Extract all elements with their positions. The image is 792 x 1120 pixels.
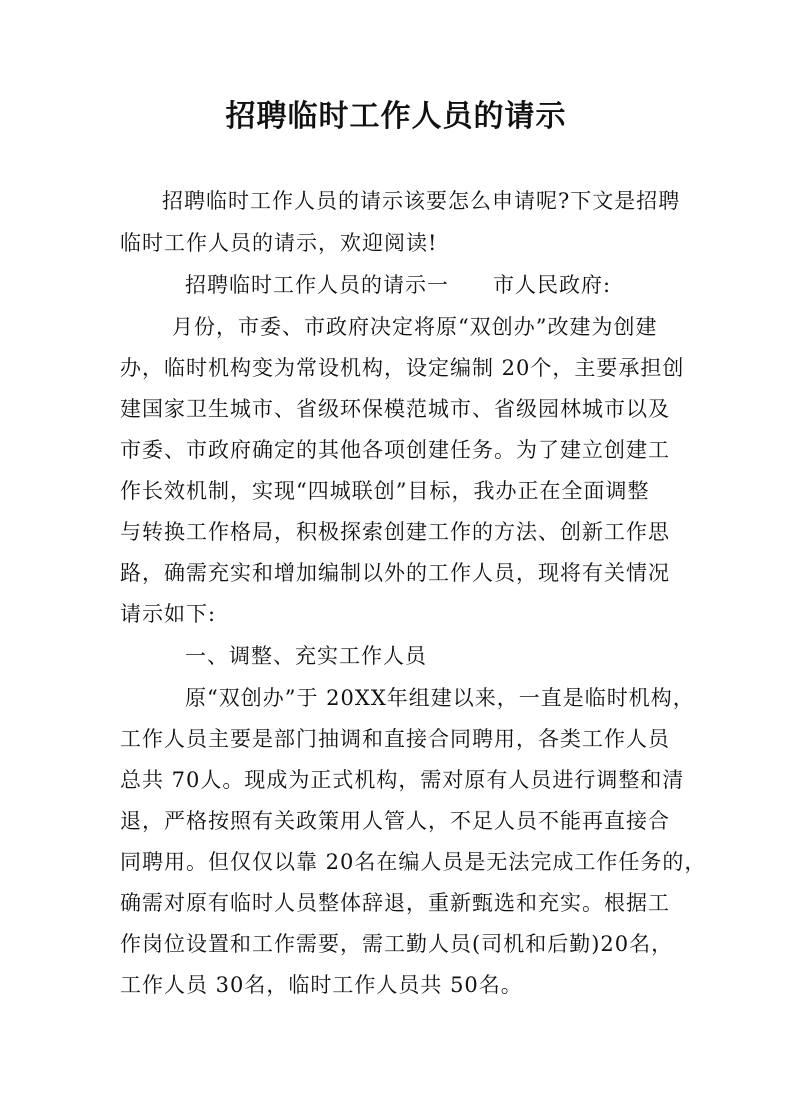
body-line: 路，确需充实和增加编制以外的工作人员，现将有关情况	[120, 561, 670, 585]
body-line: 退，严格按照有关政策用人管人，不足人员不能再直接合	[120, 809, 670, 833]
body-line: 办，临时机构变为常设机构，设定编制 20个，主要承担创	[120, 356, 685, 380]
section-heading: 一、调整、充实工作人员	[185, 644, 427, 668]
body-line: 总共 70人。现成为正式机构，需对原有人员进行调整和清	[120, 768, 685, 792]
body-line: 招聘临时工作人员的请示该要怎么申请呢?下文是招聘	[162, 189, 681, 213]
body-line: 请示如下:	[120, 602, 217, 626]
body-line: 与转换工作格局，积极探索创建工作的方法、创新工作思	[120, 520, 670, 544]
body-line: 招聘临时工作人员的请示一 市人民政府:	[185, 273, 612, 297]
body-line: 作长效机制，实现“四城联创”目标，我办正在全面调整	[120, 479, 650, 503]
body-line: 工作人员 30名，临时工作人员共 50名。	[120, 973, 523, 997]
body-line: 作岗位设置和工作需要，需工勤人员(司机和后勤)20名，	[120, 932, 674, 956]
body-line: 临时工作人员的请示，欢迎阅读!	[120, 231, 438, 255]
body-line: 市委、市政府确定的其他各项创建任务。为了建立创建工	[120, 438, 670, 462]
body-line: 工作人员主要是部门抽调和直接合同聘用，各类工作人员	[120, 727, 670, 751]
body-line: 建国家卫生城市、省级环保模范城市、省级园林城市以及	[120, 397, 670, 421]
body-line: 同聘用。但仅仅以靠 20名在编人员是无法完成工作任务的，	[120, 850, 707, 874]
body-line: 确需对原有临时人员整体辞退，重新甄选和充实。根据工	[120, 891, 670, 915]
document-title: 招聘临时工作人员的请示	[225, 99, 567, 134]
body-line: 原“双创办”于 20XX年组建以来，一直是临时机构，	[185, 686, 695, 710]
body-line: 月份，市委、市政府决定将原“双创办”改建为创建	[172, 315, 658, 339]
